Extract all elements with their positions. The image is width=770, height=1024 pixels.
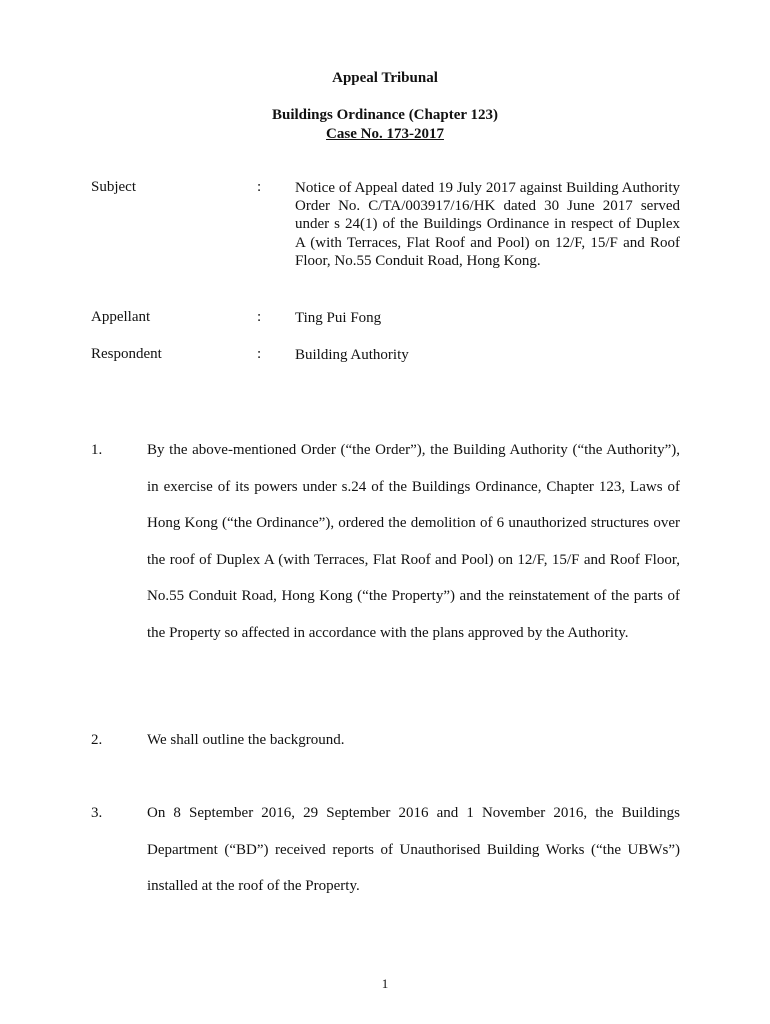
tribunal-title: Appeal Tribunal (332, 70, 438, 86)
case-number (0, 125, 770, 143)
respondent-value: Building Authority (295, 347, 409, 363)
appellant-colon: : (257, 309, 262, 325)
respondent-colon: : (257, 346, 262, 362)
paragraph-number: 2. (91, 732, 103, 748)
paragraph-text: We shall outline the background. (147, 732, 345, 748)
paragraph-number: 3. (91, 805, 103, 821)
paragraph-text: On 8 September 2016, 29 September 2016 and 1 November 2016, the Buildings Department (“BD”) received reports of Unauthorised Building Works (“the UBWs”) installed at the roof of the Property. (147, 805, 680, 894)
paragraph-text: By the above-mentioned Order (“the Order”), the Building Authority (“the Authority”), in exercise of its powers under s.24 of the Buildings Ordinance, Chapter 123, Laws of Hong Kong (“the Ordinance”), ordered the demolition of 6 unauthorized structures over the roof of Duplex A (with Terraces, Flat Roof and Pool) on 12/F, 15/F and Roof Floor, No.55 Conduit Road, Hong Kong (“the Property”) and the reinstatement of the parts of the Property so affected in accordance with the plans approved by the Authority. (147, 442, 680, 641)
subject-colon: : (257, 179, 262, 195)
case-number-text: Case No. 173-2017 (326, 126, 444, 142)
paragraph-number: 1. (91, 442, 103, 458)
respondent-label: Respondent (91, 346, 162, 362)
subject-label: Subject (91, 179, 136, 195)
appellant-value: Ting Pui Fong (295, 310, 382, 326)
ordinance-title: Buildings Ordinance (Chapter 123) (271, 107, 498, 123)
page-number: 1 (381, 976, 389, 991)
subject-value: Notice of Appeal dated 19 July 2017 against Building Authority Order No. C/TA/003917/16/HK dated 30 June 2017 served under s 24(1) of the Buildings Ordinance in respect of Duplex A (with Terraces, Flat Roof and Pool) on 12/F, 15/F and Roof Floor, No.55 Conduit Road, Hong Kong. (295, 180, 680, 269)
appellant-label: Appellant (91, 309, 151, 325)
